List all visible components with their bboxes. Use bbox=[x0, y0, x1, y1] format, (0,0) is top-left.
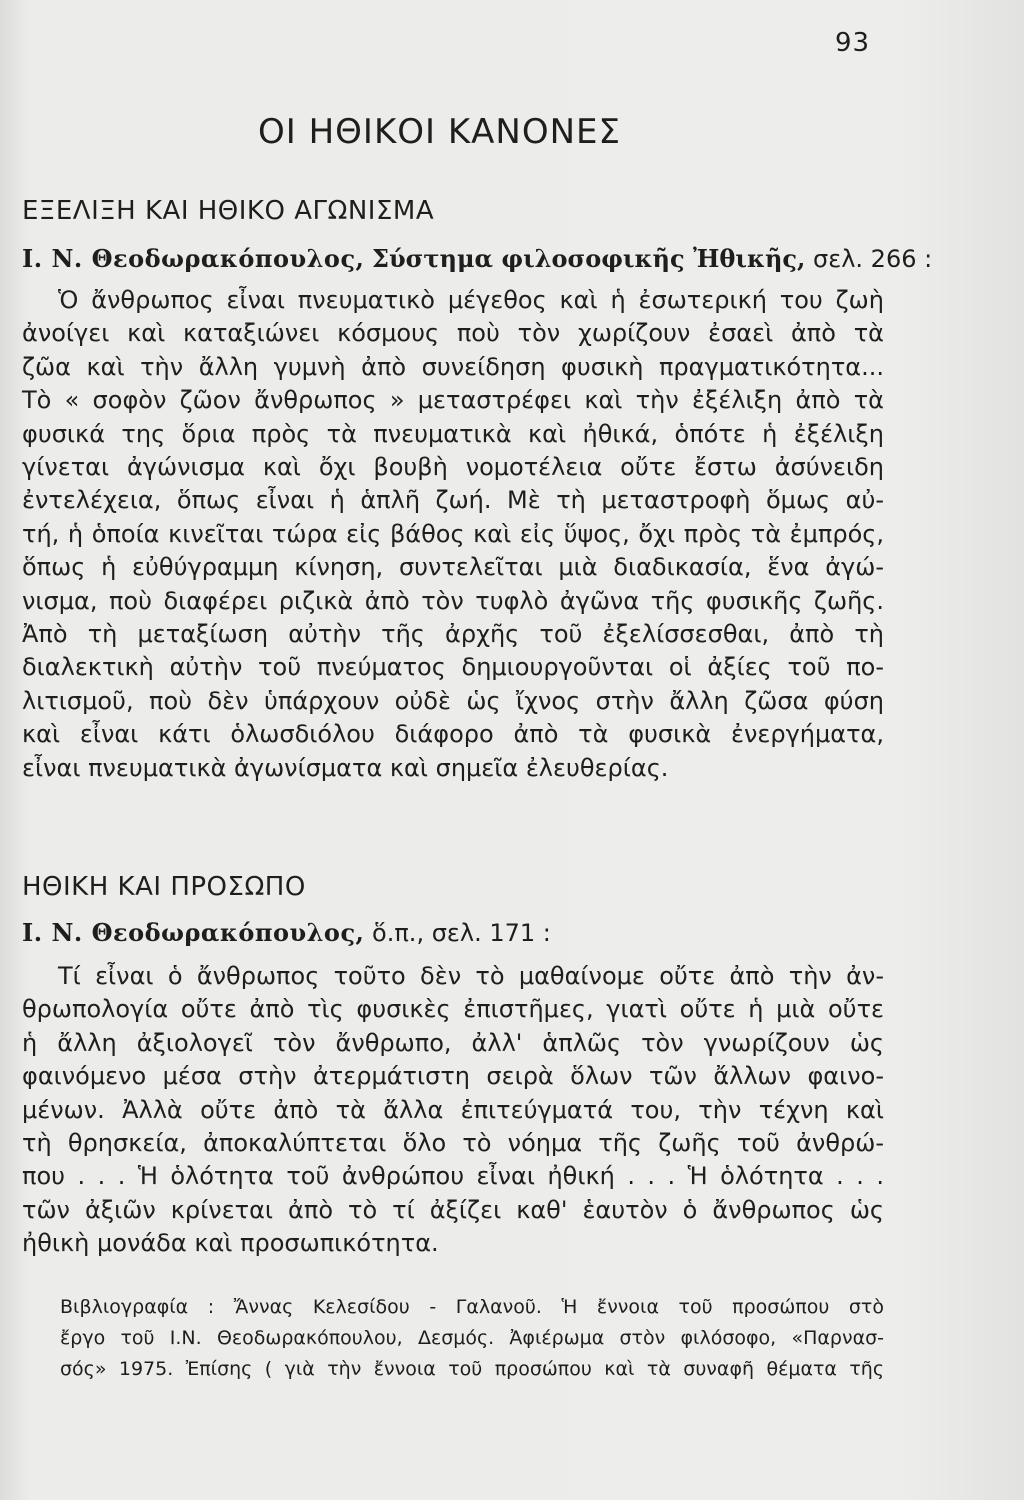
citation-author: Ι. Ν. Θεοδωρακόπουλος, bbox=[22, 918, 365, 947]
text-line: φαινόμενο μέσα στὴν ἀτερμάτιστη σειρὰ ὅλων τῶν ἄλλων φαινο- bbox=[22, 1062, 884, 1091]
text-line: Ἀπὸ τὴ μεταξίωση αὐτὴν τῆς ἀρχῆς τοῦ ἐξελίσσεσθαι, ἀπὸ τὴ bbox=[22, 620, 884, 649]
page-number: 93 bbox=[835, 28, 871, 58]
chapter-title: ΟΙ ΗΘΙΚΟΙ ΚΑΝΟΝΕΣ bbox=[258, 112, 621, 152]
text-line: τῶν ἀξιῶν κρίνεται ἀπὸ τὸ τί ἀξίζει καθ' ἑαυτὸν ὁ ἄνθρωπος ὡς bbox=[22, 1195, 884, 1224]
text-line: διαλεκτικὴ αὐτὴν τοῦ πνεύματος δημιουργοῦνται οἱ ἀξίες τοῦ πο- bbox=[22, 653, 884, 682]
text-line: λιτισμοῦ, ποὺ δὲν ὑπάρχουν οὐδὲ ὡς ἴχνος στὴν ἄλλη ζῶσα φύση bbox=[22, 686, 884, 715]
citation-page: ὅ.π., σελ. 171 : bbox=[372, 919, 551, 947]
section-heading-ethics-person: ΗΘΙΚΗ ΚΑΙ ΠΡΟΣΩΠΟ bbox=[22, 872, 306, 902]
text-line: Τὸ « σοφὸν ζῶον ἄνθρωπος » μεταστρέφει καὶ τὴν ἐξέλιξη ἀπὸ τὰ bbox=[22, 386, 884, 415]
citation-work: Σύστημα φιλοσοφικῆς Ἠθικῆς, bbox=[372, 244, 806, 273]
text-line: καὶ εἶναι κάτι ὁλωσδιόλου διάφορο ἀπὸ τὰ φυσικὰ ἐνεργήματα, bbox=[22, 720, 884, 749]
text-line: που . . . Ἡ ὁλότητα τοῦ ἀνθρώπου εἶναι ἠθική . . . Ἡ ὁλότητα . . . bbox=[22, 1162, 884, 1191]
text-line: θρωπολογία οὔτε ἀπὸ τὶς φυσικὲς ἐπιστῆμες, γιατὶ οὔτε ἡ μιὰ οὔτε bbox=[22, 995, 884, 1024]
citation-1 bbox=[22, 244, 932, 273]
text-line: μένων. Ἀλλὰ οὔτε ἀπὸ τὰ ἄλλα ἐπιτεύγματά του, τὴν τέχνη καὶ bbox=[22, 1095, 884, 1124]
section1-paragraph bbox=[22, 284, 884, 785]
bibliography-line: Βιβλιογραφία : Ἄννας Κελεσίδου - Γαλανοῦ. Ἡ ἔννοια τοῦ προσώπου στὸ bbox=[60, 1296, 884, 1318]
text-line: ἀνοίγει καὶ καταξιώνει κόσμους ποὺ τὸν χωρίζουν ἐσαεὶ ἀπὸ τὰ bbox=[22, 319, 884, 348]
text-line: νισμα, ποὺ διαφέρει ριζικὰ ἀπὸ τὸν τυφλὸ ἀγῶνα τῆς φυσικῆς ζωῆς. bbox=[22, 586, 884, 615]
citation-2 bbox=[22, 918, 551, 947]
bibliography-line: σός» 1975. Ἐπίσης ( γιὰ τὴν ἔννοια τοῦ προσώπου καὶ τὰ συναφῆ θέματα τῆς bbox=[60, 1358, 884, 1380]
bibliography-line: ἔργο τοῦ Ι.Ν. Θεοδωρακόπουλου, Δεσμός. Ἀφιέρωμα στὸν φιλόσοφο, «Παρνασ- bbox=[60, 1327, 884, 1349]
text-line: φυσικά της ὅρια πρὸς τὰ πνευματικὰ καὶ ἠθικά, ὁπότε ἡ ἐξέλιξη bbox=[22, 419, 884, 448]
citation-author: Ι. Ν. Θεοδωρακόπουλος, bbox=[22, 244, 365, 273]
text-line: ζῶα καὶ τὴν ἄλλη γυμνὴ ἀπὸ συνείδηση φυσικὴ πραγματικότητα... bbox=[22, 352, 884, 381]
text-line: τὴ θρησκεία, ἀποκαλύπτεται ὅλο τὸ νόημα τῆς ζωῆς τοῦ ἀνθρώ- bbox=[22, 1129, 884, 1158]
section-heading-evolution: ΕΞΕΛΙΞΗ ΚΑΙ ΗΘΙΚΟ ΑΓΩΝΙΣΜΑ bbox=[22, 196, 435, 226]
text-line: ὅπως ἡ εὐθύγραμμη κίνηση, συντελεῖται μιὰ διαδικασία, ἕνα ἀγώ- bbox=[22, 553, 884, 582]
text-line: τή, ἡ ὁποία κινεῖται τώρα εἰς βάθος καὶ εἰς ὕψος, ὄχι πρὸς τὰ ἐμπρός, bbox=[22, 519, 884, 548]
text-line: εἶναι πνευματικὰ ἀγωνίσματα καὶ σημεῖα ἐλευθερίας. bbox=[22, 753, 669, 782]
section2-paragraph bbox=[22, 960, 884, 1261]
text-line: Τί εἶναι ὁ ἄνθρωπος τοῦτο δὲν τὸ μαθαίνομε οὔτε ἀπὸ τὴν ἀν- bbox=[58, 962, 884, 990]
bibliography-note bbox=[60, 1292, 884, 1385]
citation-page: σελ. 266 : bbox=[813, 245, 933, 273]
text-line: ἐντελέχεια, ὅπως εἶναι ἡ ἁπλῆ ζωή. Μὲ τὴ μεταστροφὴ ὅμως αὐ- bbox=[22, 486, 884, 515]
text-line: ἠθικὴ μονάδα καὶ προσωπικότητα. bbox=[22, 1229, 439, 1258]
text-line: ἡ ἄλλη ἀξιολογεῖ τὸν ἄνθρωπο, ἀλλ' ἁπλῶς τὸν γνωρίζουν ὡς bbox=[22, 1028, 884, 1057]
text-line: γίνεται ἀγώνισμα καὶ ὄχι βουβὴ νομοτέλεια οὔτε ἔστω ἀσύνειδη bbox=[22, 453, 884, 482]
text-line: Ὁ ἄνθρωπος εἶναι πνευματικὸ μέγεθος καὶ ἡ ἐσωτερική του ζωὴ bbox=[58, 286, 884, 314]
